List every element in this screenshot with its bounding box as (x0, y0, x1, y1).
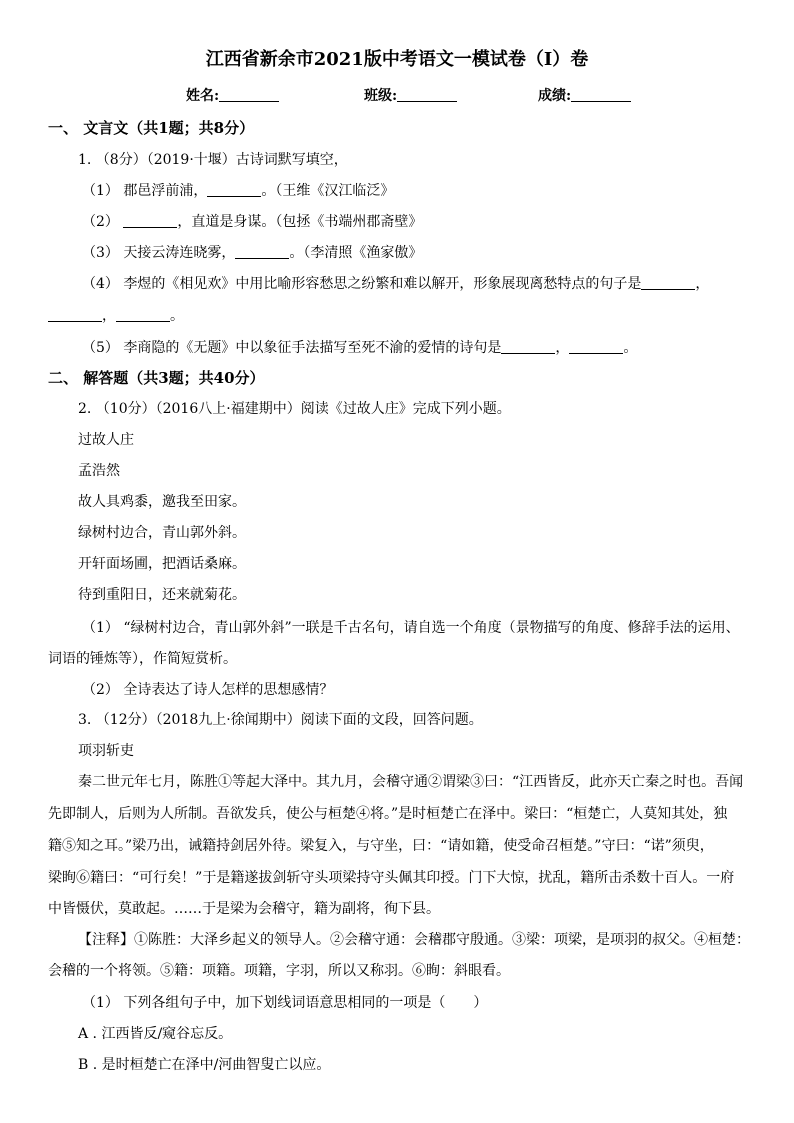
q1-part-5-text-c: 。 (623, 340, 638, 356)
section-heading-1: 一、 文言文（共1题；共8分） (48, 119, 255, 137)
q3-part-1: （1） 下列各组句子中，加下划线词语意思相同的一项是（ ） (82, 995, 488, 1011)
class-blank (397, 87, 457, 102)
q1-part-1 (82, 181, 394, 201)
poem-author: 孟浩然 (78, 463, 120, 479)
q1-part-1-text-a: （1） 郡邑浮前浦， (82, 183, 208, 199)
q1-part-2 (82, 212, 422, 232)
passage-title: 项羽斩吏 (78, 743, 134, 759)
score-blank (571, 87, 631, 102)
page-title: 江西省新余市2021版中考语文一模试卷（I）卷 (205, 49, 589, 70)
q1-part-5-text-b: ， (555, 340, 570, 356)
section-heading-2: 二、 解答题（共3题；共40分） (48, 369, 265, 387)
question-1-stem: 1. （8分）（2019·十堰）古诗词默写填空， (78, 152, 348, 168)
score-field (538, 86, 631, 106)
class-label: 班级: (364, 88, 398, 104)
poem-line: 开轩面场圃，把酒话桑麻。 (78, 556, 246, 572)
q1-part-4-continued (48, 306, 184, 326)
answer-blank (48, 307, 102, 322)
q1-part-4-text-a: （4） 李煜的《相见欢》中用比喻形容愁思之纷繁和难以解开，形象展现离愁特点的句子是 (82, 276, 642, 292)
answer-blank (207, 182, 261, 197)
q1-part-4 (82, 274, 709, 294)
annotation-line: 会稽的一个将领。⑤籍：项籍。项籍，字羽，所以又称羽。⑥眴：斜眼看。 (48, 963, 510, 979)
passage-line: 梁眴⑥籍曰：“可行矣！”于是籍遂拔剑斩守头项梁持守头佩其印授。门下大惊，扰乱，籍所击杀数十百人。一府 (48, 870, 735, 886)
name-label: 姓名: (186, 88, 220, 104)
q1-part-5 (82, 338, 637, 358)
poem-title: 过故人庄 (78, 432, 134, 448)
q2-part-1: （1） “绿树村边合，青山郭外斜”一联是千古名句，请自选一个角度（景物描写的角度、修辞手法的运用、 (82, 620, 740, 636)
q2-part-2: （2） 全诗表达了诗人怎样的思想感情？ (82, 682, 334, 698)
answer-blank (501, 339, 555, 354)
poem-line: 待到重阳日，还来就菊花。 (78, 587, 246, 603)
q1-part-3-text-b: 。（李清照《渔家傲》 (289, 245, 423, 261)
answer-blank (235, 244, 289, 259)
class-field (364, 86, 457, 106)
score-label: 成绩: (538, 88, 572, 104)
q1-part-1-text-b: 。（王维《汉江临泛》 (261, 183, 395, 199)
passage-line: 秦二世元年七月，陈胜①等起大泽中。其九月，会稽守通②谓梁③曰：“江西皆反，此亦天亡秦之时也。吾闻 (78, 774, 744, 790)
question-3-stem: 3. （12分）（2018九上·徐闻期中）阅读下面的文段，回答问题。 (78, 712, 483, 728)
poem-line: 故人具鸡黍，邀我至田家。 (78, 494, 246, 510)
poem-line: 绿树村边合，青山郭外斜。 (78, 525, 246, 541)
q1-part-5-text-a: （5） 李商隐的《无题》中以象征手法描写至死不渝的爱情的诗句是 (82, 340, 502, 356)
q1-part-4-text-b: ， (695, 276, 710, 292)
q1-part-3-text-a: （3） 天接云涛连晓雾， (82, 245, 236, 261)
question-2-stem: 2. （10分）（2016八上·福建期中）阅读《过故人庄》完成下列小题。 (78, 401, 511, 417)
q2-part-1-continued: 词语的锤炼等），作简短赏析。 (48, 651, 237, 667)
q1-part-2-text-a: （2） (82, 214, 124, 230)
answer-blank (569, 339, 623, 354)
annotation-line: 【注释】①陈胜：大泽乡起义的领导人。②会稽守通：会稽郡守殷通。③梁：项梁，是项羽的叔父。④桓楚： (78, 932, 750, 948)
passage-line: 中皆慑伏，莫敢起。……于是梁为会稽守，籍为副将，徇下县。 (48, 901, 440, 917)
passage-line: 籍⑤知之耳。”梁乃出，诫籍持剑居外待。梁复入，与守坐，曰：“请如籍，使受命召桓楚。”守曰：“诺”须臾， (48, 838, 714, 854)
name-blank (219, 87, 279, 102)
passage-line: 先即制人，后则为人所制。吾欲发兵，使公与桓楚④将。”是时桓楚亡在泽中。梁曰：“桓楚亡，人莫知其处，独 (48, 806, 728, 822)
name-field (186, 86, 279, 106)
q1-part-2-text-b: ，直道是身谋。（包拯《书端州郡斋壁》 (177, 214, 423, 230)
answer-blank (641, 275, 695, 290)
answer-blank (123, 213, 177, 228)
q1-part-4-text-d: 。 (170, 308, 184, 324)
q1-part-3 (82, 243, 422, 263)
option-a: A . 江西皆反/窥谷忘反。 (78, 1026, 233, 1042)
answer-blank (116, 307, 170, 322)
q1-part-4-text-c: ， (102, 308, 116, 324)
option-b: B . 是时桓楚亡在泽中/河曲智叟亡以应。 (78, 1057, 331, 1073)
